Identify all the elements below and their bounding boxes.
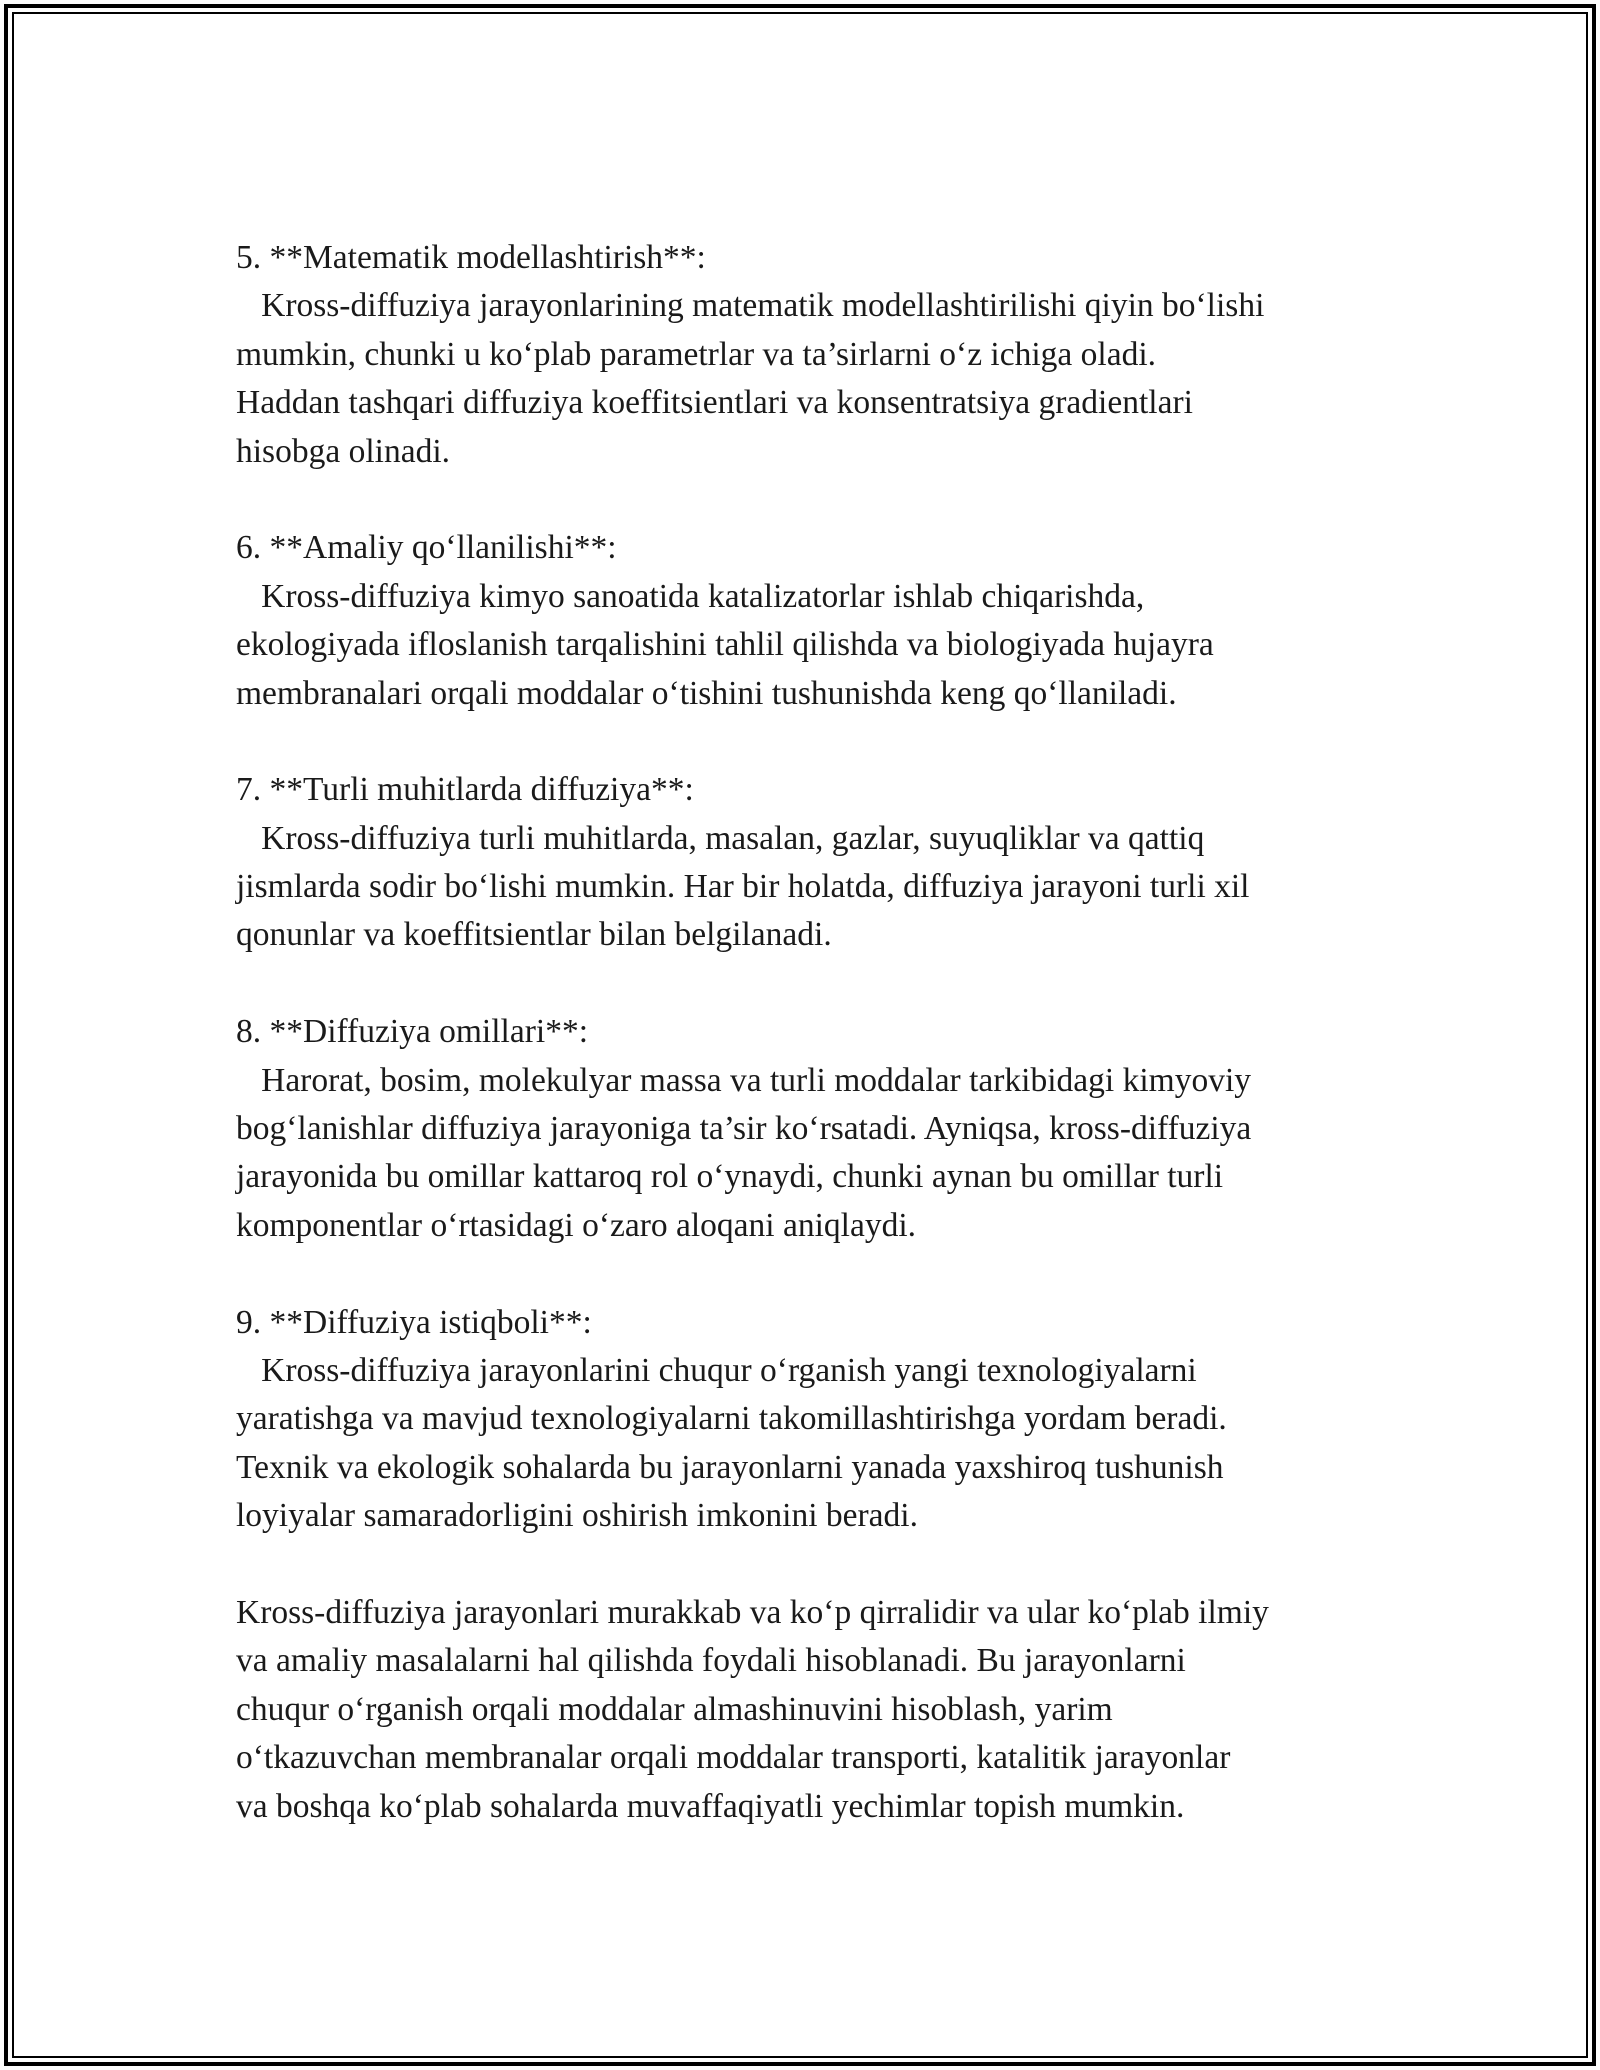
section-heading: 9. **Diffuziya istiqboli**: xyxy=(236,1303,592,1341)
paragraph-line: ekologiyada ifloslanish tarqalishini tahlil qilishda va biologiyada hujayra xyxy=(236,626,1214,664)
paragraph-line: komponentlar o‘rtasidagi o‘zaro aloqani aniqlaydi. xyxy=(236,1206,917,1244)
paragraph-line: Kross-diffuziya jarayonlarining matematik modellashtirilishi qiyin bo‘lishi xyxy=(236,287,1265,325)
paragraph-line: hisobga olinadi. xyxy=(236,432,451,470)
document-body xyxy=(236,234,1376,1831)
spacer xyxy=(236,1250,1376,1298)
paragraph-line: o‘tkazuvchan membranalar orqali moddalar transporti, katalitik jarayonlar xyxy=(236,1739,1231,1777)
paragraph-line: jarayonida bu omillar kattaroq rol o‘ynaydi, chunki aynan bu omillar turli xyxy=(236,1158,1224,1196)
paragraph-line: Kross-diffuziya kimyo sanoatida katalizatorlar ishlab chiqarishda, xyxy=(236,577,1145,615)
section-heading: 8. **Diffuziya omillari**: xyxy=(236,1013,588,1051)
paragraph-line: Kross-diffuziya turli muhitlarda, masalan, gazlar, suyuqliklar va qattiq xyxy=(236,819,1205,857)
section-diffuziya-istiqboli xyxy=(236,1299,1376,1541)
spacer xyxy=(236,476,1376,524)
paragraph-line: membranalari orqali moddalar o‘tishini tushunishda keng qo‘llaniladi. xyxy=(236,674,1177,712)
spacer xyxy=(236,1541,1376,1589)
paragraph-line: Harorat, bosim, molekulyar massa va turli moddalar tarkibidagi kimyoviy xyxy=(236,1061,1252,1099)
spacer xyxy=(236,718,1376,766)
paragraph-line: Haddan tashqari diffuziya koeffitsientlari va konsentratsiya gradientlari xyxy=(236,384,1193,422)
paragraph-line: va amaliy masalalarni hal qilishda foydali hisoblanadi. Bu jarayonlarni xyxy=(236,1642,1186,1680)
paragraph-line: loyiyalar samaradorligini oshirish imkonini beradi. xyxy=(236,1497,918,1535)
section-turli-muhitlarda-diffuziya xyxy=(236,766,1376,960)
spacer xyxy=(236,960,1376,1008)
section-heading: 5. **Matematik modellashtirish**: xyxy=(236,239,706,276)
section-heading: 6. **Amaliy qo‘llanilishi**: xyxy=(236,529,617,567)
paragraph-line: chuqur o‘rganish orqali moddalar almashinuvini hisoblash, yarim xyxy=(236,1690,1113,1728)
section-diffuziya-omillari xyxy=(236,1008,1376,1250)
section-heading: 7. **Turli muhitlarda diffuziya**: xyxy=(236,771,694,809)
paragraph-line: bog‘lanishlar diffuziya jarayoniga ta’sir ko‘rsatadi. Ayniqsa, kross-diffuziya xyxy=(236,1110,1252,1148)
paragraph-line: va boshqa ko‘plab sohalarda muvaffaqiyatli yechimlar topish mumkin. xyxy=(236,1787,1185,1825)
paragraph-line: Kross-diffuziya jarayonlari murakkab va ko‘p qirralidir va ular ko‘plab ilmiy xyxy=(236,1593,1269,1631)
conclusion-paragraph xyxy=(236,1589,1376,1831)
paragraph-line: qonunlar va koeffitsientlar bilan belgilanadi. xyxy=(236,916,832,954)
section-matematik-modellashtirish xyxy=(236,234,1376,476)
paragraph-line: yaratishga va mavjud texnologiyalarni takomillashtirishga yordam beradi. xyxy=(236,1400,1227,1438)
paragraph-line: jismlarda sodir bo‘lishi mumkin. Har bir holatda, diffuziya jarayoni turli xil xyxy=(236,868,1250,906)
section-amaliy-qollanilishi xyxy=(236,524,1376,718)
paragraph-line: Texnik va ekologik sohalarda bu jarayonlarni yanada yaxshiroq tushunish xyxy=(236,1448,1224,1486)
paragraph-line: Kross-diffuziya jarayonlarini chuqur o‘rganish yangi texnologiyalarni xyxy=(236,1351,1197,1389)
paragraph-line: mumkin, chunki u ko‘plab parametrlar va ta’sirlarni o‘z ichiga oladi. xyxy=(236,335,1157,373)
